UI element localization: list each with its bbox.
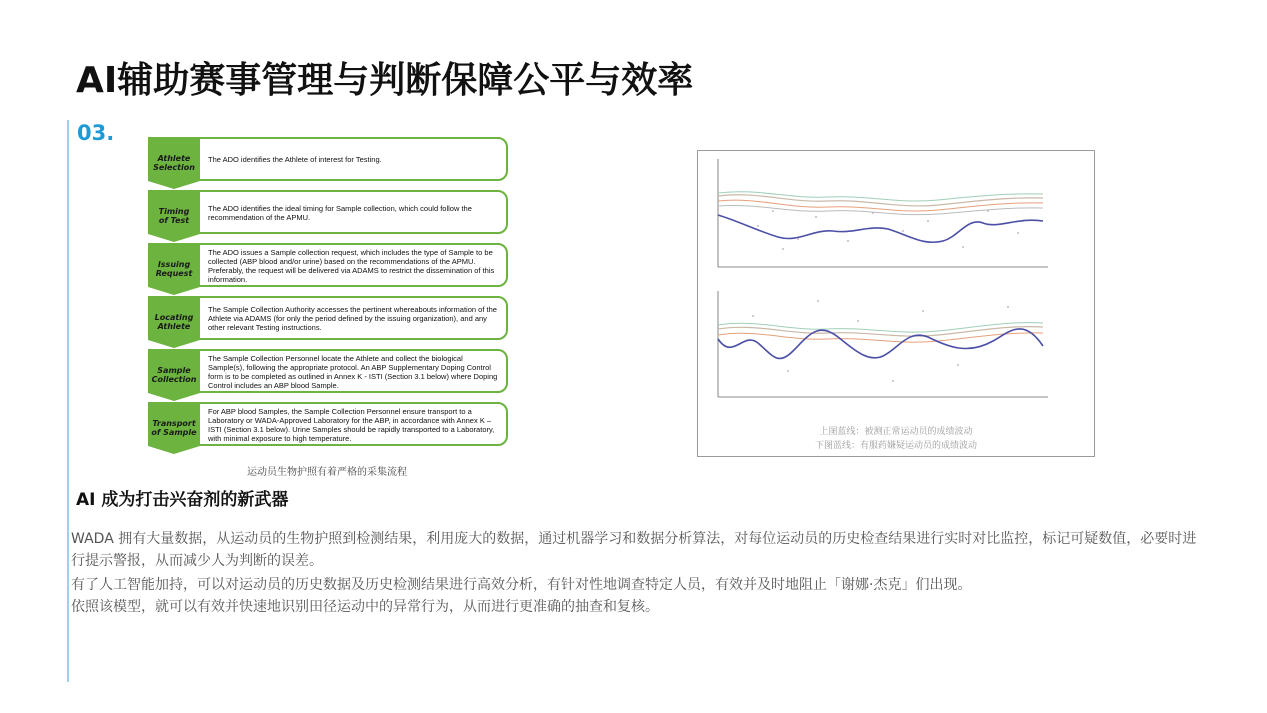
flow-step [148,402,510,448]
body-paragraph-2: 有了人工智能加持，可以对运动员的历史数据及历史检测结果进行高效分析，有针对性地调查特定人员，有效并及时地阻止「谢娜·杰克」们出现。 [71,577,972,593]
performance-chart-graphic [698,151,1094,456]
flow-step-label: Issuing Request [155,259,193,278]
section-subheading: AI 成为打击兴奋剂的新武器 [76,490,289,510]
page-title: AI辅助赛事管理与判断保障公平与效率 [76,60,694,101]
abp-flowchart [148,137,510,455]
flowchart-caption: 运动员生物护照有着严格的采集流程 [247,467,407,478]
accent-vertical-line [67,120,69,682]
flow-step-label: Athlete Selection [153,153,195,172]
chart-legend-bottom: 下图蓝线：有服药嫌疑运动员的成绩波动 [814,441,977,451]
section-number: 03. [77,121,115,145]
flow-step-text: The ADO identifies the Athlete of interest for Testing. [198,137,508,181]
flow-step [148,296,510,342]
flow-step-label: Locating Athlete [154,312,194,331]
flow-step-text: The ADO issues a Sample collection request, which includes the type of Sample to be collected (ABP blood and/or urine) based on the recommendations of the APMU. Preferably, the request will be delivered via ADAMS to restrict the dissemination of this information. [198,243,508,287]
flow-step-text: The ADO identifies the ideal timing for Sample collection, which could follow the recommendation of the APMU. [198,190,508,234]
flow-step [148,349,510,395]
flow-step-label: Sample Collection [151,365,197,384]
body-paragraph-1: WADA 拥有大量数据，从运动员的生物护照到检测结果，利用庞大的数据，通过机器学习和数据分析算法，对每位运动员的历史检查结果进行实时对比监控，标记可疑数值，必要时进行提示警报，从而减少人为判断的误差。 [71,531,1197,569]
body-paragraph-3: 依照该模型，就可以有效并快速地识别田径运动中的异常行为，从而进行更准确的抽查和复核。 [71,599,659,615]
performance-chart-image [697,150,1095,457]
chart-legend-top: 上图蓝线：被测正常运动员的成绩波动 [819,427,973,437]
flow-step [148,137,510,183]
flow-step-text: The Sample Collection Authority accesses the pertinent whereabouts information of the Athlete via ADAMS (for only the period defined by the issuing organization), and any other relevant Testing instructions. [198,296,508,340]
flow-step-label: Timing of Test [158,206,190,225]
flow-step-text: For ABP blood Samples, the Sample Collection Personnel ensure transport to a Laboratory or WADA-Approved Laboratory for the ABP, in accordance with Annex K – ISTI (Section 3.1 below). Urine Samples should be rapidly transported to a Laboratory, with minimal exposure to high temperature. [198,402,508,446]
flow-step [148,190,510,236]
flow-step-text: The Sample Collection Personnel locate the Athlete and collect the biological Sample(s), following the appropriate protocol. An ABP Supplementary Doping Control form is to be completed as outlined in Annex K - ISTI (Section 3.1 below) where Doping Control includes an ABP blood Sample. [198,349,508,393]
flow-step [148,243,510,289]
flow-step-label: Transport of Sample [151,418,197,437]
